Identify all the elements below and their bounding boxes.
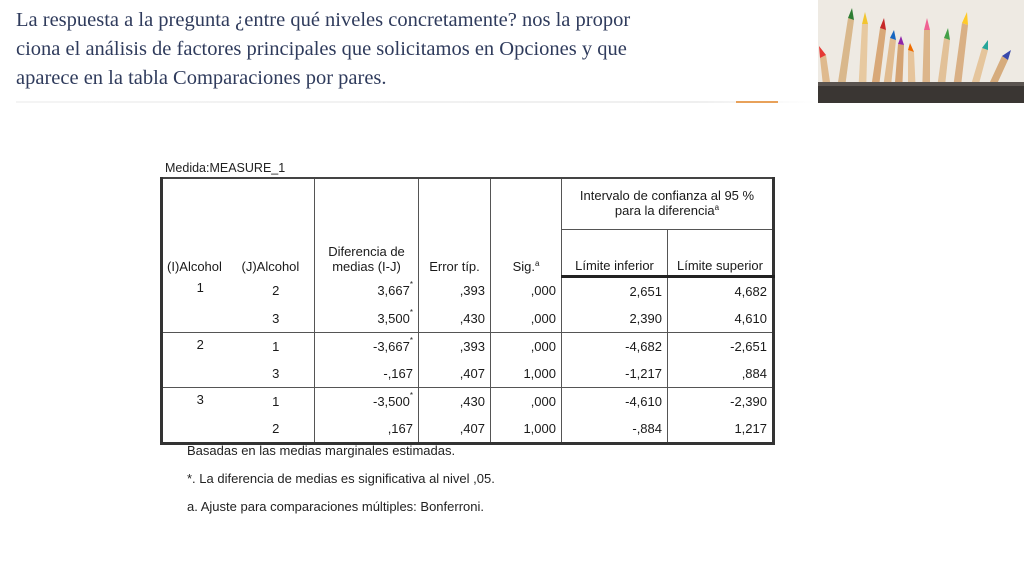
- header-upper: Límite superior: [668, 229, 774, 276]
- cell-diff: [315, 332, 419, 360]
- cell-lower: -,884: [562, 415, 668, 444]
- header-ci-group-sup: a: [714, 202, 720, 212]
- footnote: Basadas en las medias marginales estimadas.: [187, 443, 456, 458]
- slide-text: [16, 6, 812, 93]
- cell-diff-value: -3,500: [373, 393, 410, 409]
- cell-diff-value: -,167: [383, 365, 413, 381]
- table-row: [162, 276, 774, 305]
- cell-diff: [315, 415, 419, 444]
- cell-lower: 2,651: [562, 276, 668, 305]
- header-j-alcohol: (J)Alcohol: [238, 178, 315, 276]
- cell-se: ,393: [419, 332, 491, 360]
- header-sig: [491, 178, 562, 276]
- cell-lower: -1,217: [562, 360, 668, 388]
- table-row: [162, 332, 774, 360]
- cell-sig: ,000: [491, 332, 562, 360]
- header-i-alcohol: (I)Alcohol: [167, 259, 222, 274]
- table-row: [162, 360, 774, 388]
- cell-i: 3: [162, 387, 238, 443]
- cell-diff: [315, 360, 419, 388]
- table-row: [162, 305, 774, 333]
- cell-diff-value: -3,667: [373, 338, 410, 354]
- cell-sig: 1,000: [491, 360, 562, 388]
- cell-upper: 4,610: [668, 305, 774, 333]
- significance-mark: *: [409, 279, 413, 289]
- cell-lower: 2,390: [562, 305, 668, 333]
- cell-sig: ,000: [491, 387, 562, 415]
- cell-lower: -4,610: [562, 387, 668, 415]
- cell-j: 1: [238, 387, 315, 415]
- cell-se: ,407: [419, 360, 491, 388]
- cell-j: 3: [238, 360, 315, 388]
- cell-j: 2: [238, 415, 315, 444]
- header-mean-diff: Diferencia de medias (I-J): [315, 178, 419, 276]
- significance-mark: *: [409, 335, 413, 345]
- cell-j: 1: [238, 332, 315, 360]
- table-row: [162, 387, 774, 415]
- cell-diff: [315, 276, 419, 305]
- pencils-image: [818, 0, 1024, 103]
- significance-mark: *: [409, 390, 413, 400]
- slide-text-line: La respuesta a la pregunta ¿entre qué niveles concretamente? nos la propor: [16, 9, 631, 31]
- footnote: a. Ajuste para comparaciones múltiples: Bonferroni.: [187, 499, 484, 514]
- cell-diff-value: 3,667: [377, 282, 410, 298]
- comparisons-table: [160, 177, 775, 445]
- header-ci-group: [562, 178, 774, 229]
- cell-diff-value: ,167: [387, 420, 413, 436]
- cell-i: 1: [196, 280, 204, 295]
- significance-mark: *: [409, 307, 413, 317]
- cell-lower: -4,682: [562, 332, 668, 360]
- footnote: *. La diferencia de medias es significativa al nivel ,05.: [187, 471, 495, 486]
- divider-accent: [736, 101, 778, 103]
- cell-se: ,407: [419, 415, 491, 444]
- header-ci-group-text: Intervalo de confianza al 95 % para la diferencia: [579, 187, 755, 218]
- cell-i: 2: [162, 332, 238, 387]
- header-std-error: Error típ.: [419, 178, 491, 276]
- cell-se: ,430: [419, 305, 491, 333]
- cell-j: 3: [238, 305, 315, 333]
- cell-j: 2: [238, 276, 315, 305]
- cell-diff: [315, 387, 419, 415]
- measure-label: Medida:MEASURE_1: [165, 161, 286, 175]
- slide-text-line: ciona el análisis de factores principales que solicitamos en Opciones y que: [16, 38, 627, 60]
- header-sig-text: Sig.: [512, 259, 535, 274]
- slide-text-line: aparece en la tabla Comparaciones por pares.: [16, 67, 387, 89]
- header-divider: [16, 101, 816, 103]
- cell-upper: 1,217: [734, 420, 767, 436]
- header-sig-sup: a: [534, 259, 540, 268]
- cell-diff-value: 3,500: [377, 310, 410, 326]
- cell-diff: [315, 305, 419, 333]
- cell-sig: ,000: [491, 305, 562, 333]
- cell-upper: 4,682: [734, 283, 767, 299]
- pairwise-comparisons-table: [157, 155, 775, 525]
- cell-upper: -2,651: [730, 338, 767, 354]
- cell-sig: ,000: [491, 276, 562, 305]
- cell-sig: 1,000: [491, 415, 562, 444]
- header-lower: Límite inferior: [562, 229, 668, 276]
- cell-se: ,393: [419, 276, 491, 305]
- table-row: [162, 415, 774, 444]
- cell-se: ,430: [419, 387, 491, 415]
- cell-upper: ,884: [668, 360, 774, 388]
- cell-upper: -2,390: [730, 393, 767, 409]
